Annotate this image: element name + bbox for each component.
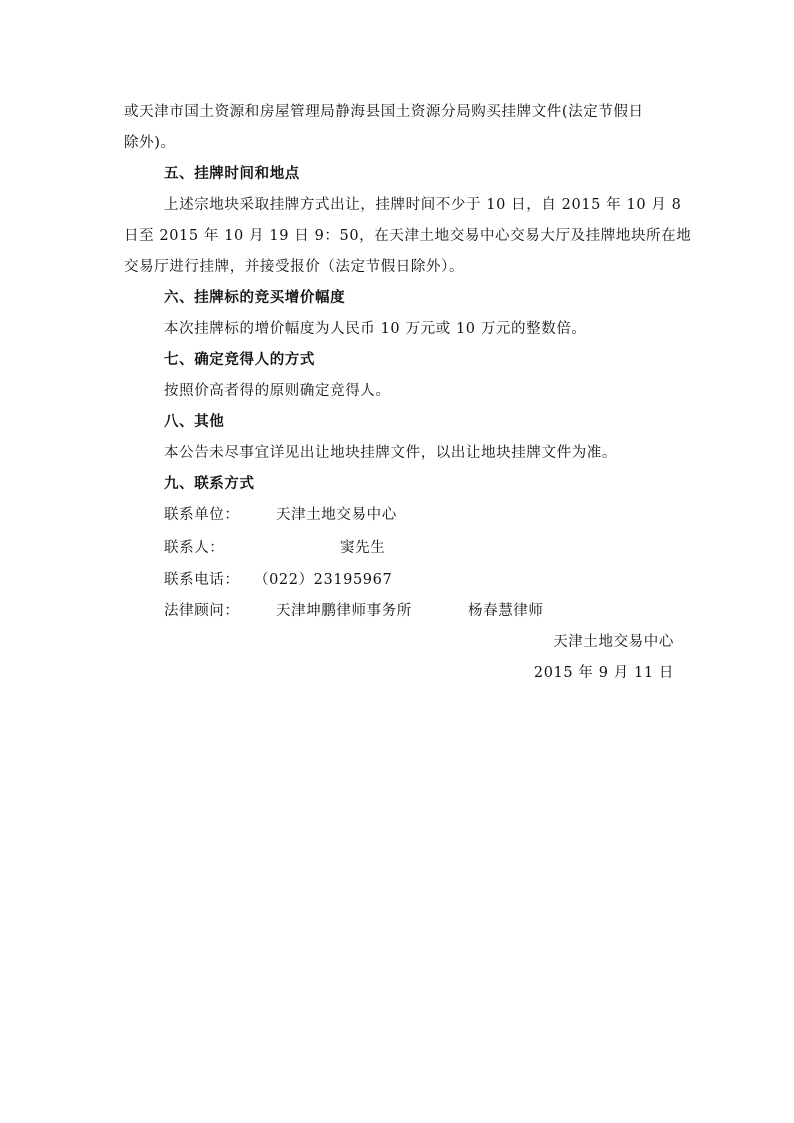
- contact-lawyer-firm: 天津坤鹏律师事务所: [276, 603, 412, 619]
- contact-lawyer-name: 杨春慧律师: [468, 603, 544, 619]
- signature-org: 天津土地交易中心: [553, 634, 674, 650]
- contact-unit-value: 天津土地交易中心: [276, 507, 397, 523]
- intro-line-2: 除外)。: [124, 135, 176, 151]
- signature-date: 2015 年 9 月 11 日: [533, 665, 674, 681]
- contact-person-value: 窦先生: [340, 540, 386, 556]
- section-8-heading: 八、其他: [164, 413, 225, 430]
- section-7-heading: 七、确定竞得人的方式: [164, 351, 315, 368]
- contact-phone-value: （022）23195967: [254, 572, 393, 588]
- section-5-line-1: 上述宗地块采取挂牌方式出让，挂牌时间不少于 10 日，自 2015 年 10 月 8: [164, 197, 682, 213]
- section-5-line-3: 交易厅进行挂牌，并接受报价（法定节假日除外）。: [124, 259, 465, 275]
- section-5-heading: 五、挂牌时间和地点: [164, 165, 300, 182]
- section-8-line-1: 本公告未尽事宜详见出让地块挂牌文件，以出让地块挂牌文件为准。: [164, 445, 617, 461]
- section-6-heading: 六、挂牌标的竞买增价幅度: [164, 289, 346, 306]
- contact-unit-label: 联系单位：: [164, 507, 240, 523]
- contact-person-label: 联系人：: [164, 540, 225, 556]
- section-6-line-1: 本次挂牌标的增价幅度为人民币 10 万元或 10 万元的整数倍。: [164, 321, 587, 337]
- intro-line-1: 或天津市国土资源和房屋管理局静海县国土资源分局购买挂牌文件(法定节假日: [124, 104, 644, 120]
- section-7-line-1: 按照价高者得的原则确定竞得人。: [164, 383, 391, 399]
- section-5-line-2: 日至 2015 年 10 月 19 日 9：50，在天津土地交易中心交易大厅及挂牌地块所在地: [124, 228, 692, 244]
- section-9-heading: 九、联系方式: [164, 475, 255, 492]
- contact-lawyer-label: 法律顾问：: [164, 603, 240, 619]
- contact-phone-label: 联系电话：: [164, 572, 240, 588]
